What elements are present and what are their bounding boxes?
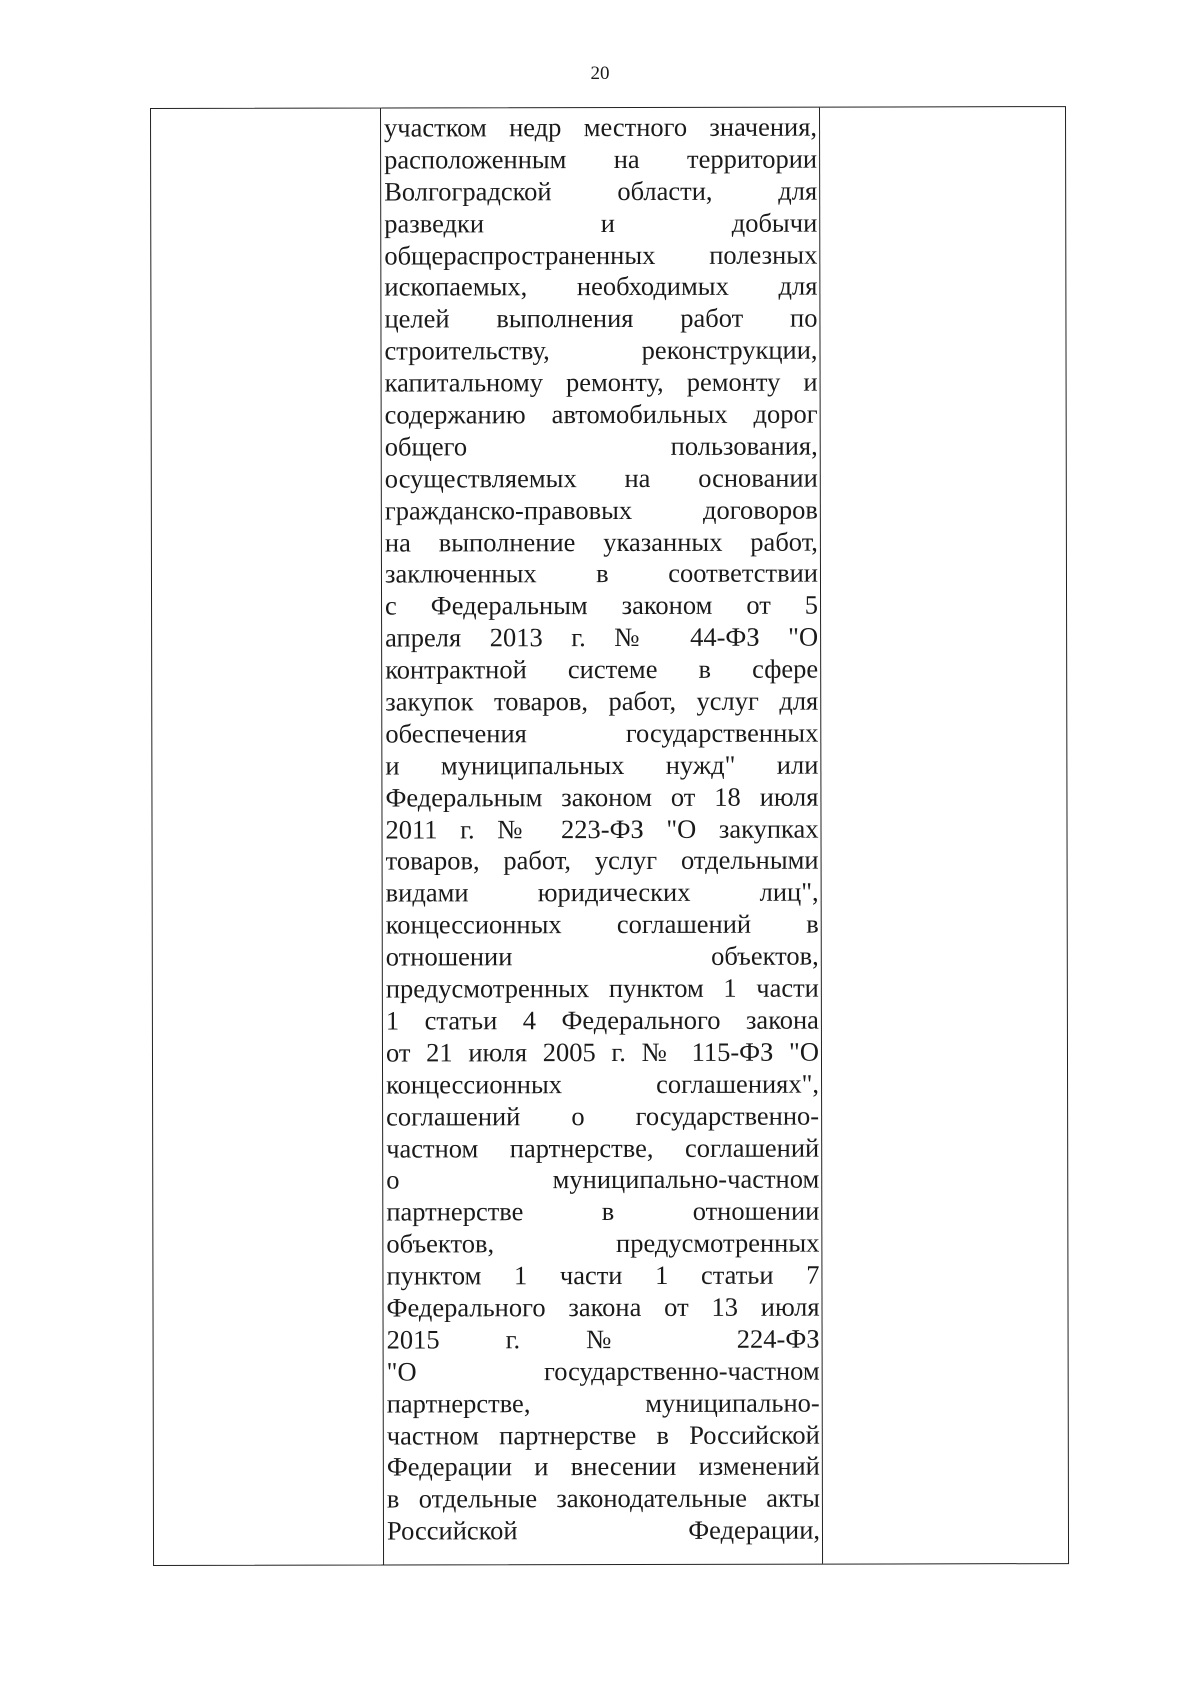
text-line: отношении объектов,: [385, 940, 819, 972]
text-line: Федеральным законом от 18 июля: [385, 781, 819, 813]
text-line: объектов, предусмотренных: [386, 1227, 820, 1259]
text-line: на выполнение указанных работ,: [384, 526, 818, 558]
text-line: апреля 2013 г. № 44-ФЗ "О: [385, 621, 819, 653]
text-line: целей выполнения работ по: [384, 302, 818, 334]
text-line: закупок товаров, работ, услуг для: [385, 685, 819, 717]
text-line: участком недр местного значения,: [384, 111, 818, 143]
text-line: осуществляемых на основании: [384, 462, 818, 494]
text-line: Федерации и внесении изменений: [386, 1451, 820, 1482]
text-line: обеспечения государственных: [385, 717, 819, 749]
text-line: о муниципально-частном: [386, 1163, 820, 1195]
text-line: партнерстве в отношении: [386, 1195, 820, 1227]
text-line: концессионных соглашений в: [385, 908, 819, 940]
text-line: соглашений о государственно-: [386, 1100, 820, 1132]
text-line: и муниципальных нужд" или: [385, 749, 819, 781]
text-line: товаров, работ, услуг отдельными: [385, 845, 819, 876]
text-line: "О государственно-частном: [386, 1355, 820, 1387]
text-line: разведки и добычи: [384, 207, 818, 239]
text-line: в отдельные законодательные акты: [386, 1482, 820, 1514]
text-line: 2015 г. № 224-ФЗ: [386, 1323, 820, 1355]
text-line: предусмотренных пунктом 1 части: [385, 972, 819, 1004]
text-line: 1 статьи 4 Федерального закона: [385, 1004, 819, 1036]
text-line: гражданско-правовых договоров: [384, 494, 818, 526]
legal-table: [150, 106, 1069, 1566]
text-line: концессионных соглашениях",: [386, 1068, 820, 1100]
text-line: расположенным на территории: [384, 143, 818, 175]
table-cell-left: [151, 109, 383, 1565]
text-line: Волгоградской области, для: [384, 175, 818, 207]
table-cell-text: [384, 112, 820, 1548]
page-number: 20: [590, 63, 610, 84]
text-line: с Федеральным законом от 5: [385, 589, 819, 621]
text-line: контрактной системе в сфере: [385, 653, 819, 685]
text-line: видами юридических лиц",: [385, 876, 819, 908]
text-line: 2011 г. № 223-ФЗ "О закупках: [385, 813, 819, 845]
text-line: частном партнерстве, соглашений: [386, 1132, 820, 1164]
text-line: заключенных в соответствии: [384, 558, 819, 589]
text-line: общего пользования,: [384, 430, 818, 462]
text-line: общераспространенных полезных: [384, 239, 818, 271]
text-line: Российской Федерации,: [386, 1514, 821, 1546]
text-line: от 21 июля 2005 г. № 115-ФЗ "О: [385, 1036, 820, 1068]
text-line: строительству, реконструкции,: [384, 334, 818, 366]
text-line: капитальному ремонту, ремонту и: [384, 366, 818, 398]
text-line: Федерального закона от 13 июля: [386, 1291, 820, 1323]
text-line: партнерстве, муниципально-: [386, 1387, 820, 1419]
text-line: пунктом 1 части 1 статьи 7: [386, 1259, 820, 1291]
text-line: частном партнерстве в Российской: [386, 1419, 820, 1451]
text-line: ископаемых, необходимых для: [384, 271, 818, 302]
text-line: содержанию автомобильных дорог: [384, 398, 818, 430]
table-cell-right: [821, 107, 1068, 1564]
